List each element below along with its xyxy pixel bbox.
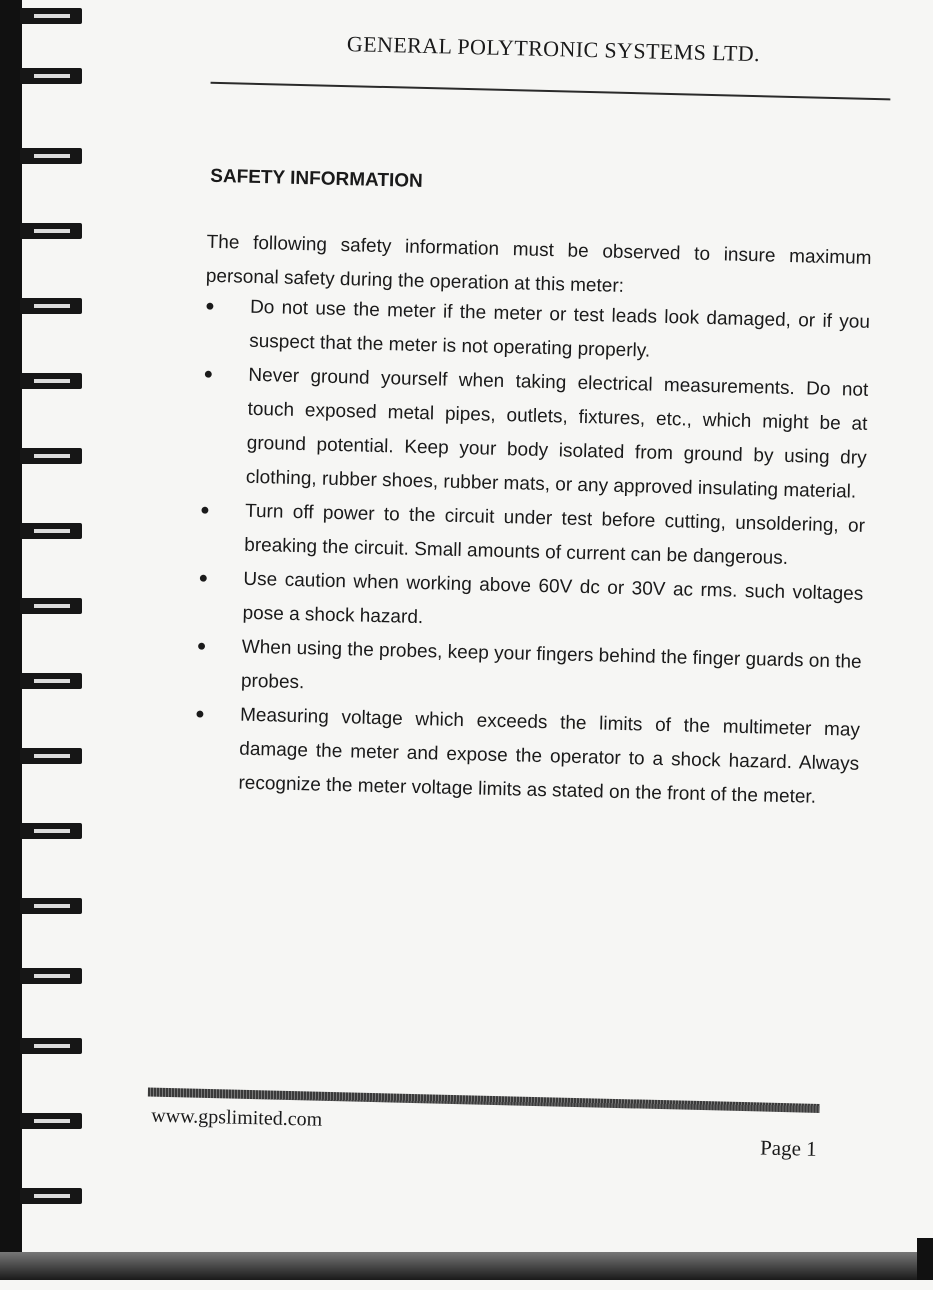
spiral-coil-highlight <box>34 529 70 533</box>
spiral-coil-highlight <box>34 829 70 833</box>
bullet-dot-icon: ● <box>198 569 209 587</box>
bullet-dot-icon: ● <box>204 297 215 315</box>
page-bottom-shadow <box>0 1252 933 1280</box>
manual-page <box>143 0 894 1290</box>
spiral-coil-highlight <box>34 1044 70 1048</box>
list-item <box>193 698 860 816</box>
list-item-text: Never ground yourself when taking electrical measurements. Do not touch exposed metal pipes, outlets, fixtures, etc., which might be at ground potential. Keep your body isolated from ground by using dry clothing, rubber shoes, rubber mats, or any approved insulating material. <box>245 364 869 503</box>
spiral-coil-highlight <box>34 974 70 978</box>
spiral-binding <box>0 0 100 1280</box>
footer-url: www.gpslimited.com <box>151 1104 323 1131</box>
list-item-text: Turn off power to the circuit under test before cutting, unsoldering, or breaking the circuit. Small amounts of current can be dangerous. <box>244 500 866 569</box>
list-item-text: Use caution when working above 60V dc or 30V ac rms. such voltages pose a shock hazard. <box>242 568 864 629</box>
spiral-coil-highlight <box>34 14 70 18</box>
spiral-coil-highlight <box>34 229 70 233</box>
spiral-coil-highlight <box>34 454 70 458</box>
page-corner-shadow <box>917 1238 933 1280</box>
bullet-dot-icon: ● <box>199 501 210 519</box>
spiral-coil-highlight <box>34 604 70 608</box>
page-number: Page 1 <box>759 1135 817 1161</box>
spiral-coil-highlight <box>34 304 70 308</box>
spiral-coil-highlight <box>34 74 70 78</box>
bullet-dot-icon: ● <box>203 365 214 383</box>
list-item-text: Do not use the meter if the meter or test leads look damaged, or if you suspect that the meter is not operating properly. <box>249 296 871 362</box>
spiral-coil-highlight <box>34 679 70 683</box>
header-rule <box>211 82 891 101</box>
list-item-text: When using the probes, keep your fingers behind the finger guards on the probes. <box>240 636 862 694</box>
page-header: GENERAL POLYTRONIC SYSTEMS LTD. <box>346 31 761 67</box>
spiral-coil-highlight <box>34 154 70 158</box>
spiral-coil-highlight <box>34 1119 70 1123</box>
spiral-coil-highlight <box>34 754 70 758</box>
spiral-coil-highlight <box>34 379 70 383</box>
section-title: SAFETY INFORMATION <box>210 165 424 192</box>
list-item <box>201 358 869 510</box>
intro-paragraph: The following safety information must be observed to insure maximum personal safety during the operation at this meter: <box>205 231 872 297</box>
bullet-dot-icon: ● <box>194 705 206 723</box>
bullet-dot-icon: ● <box>196 637 207 655</box>
safety-list <box>193 290 870 816</box>
spiral-coil-highlight <box>34 1194 70 1198</box>
spiral-coil-highlight <box>34 904 70 908</box>
list-item-text: Measuring voltage which exceeds the limits of the multimeter may damage the meter and expose the operator to a shock hazard. Always recognize the meter voltage limits as stated on the front of the meter. <box>238 704 861 808</box>
